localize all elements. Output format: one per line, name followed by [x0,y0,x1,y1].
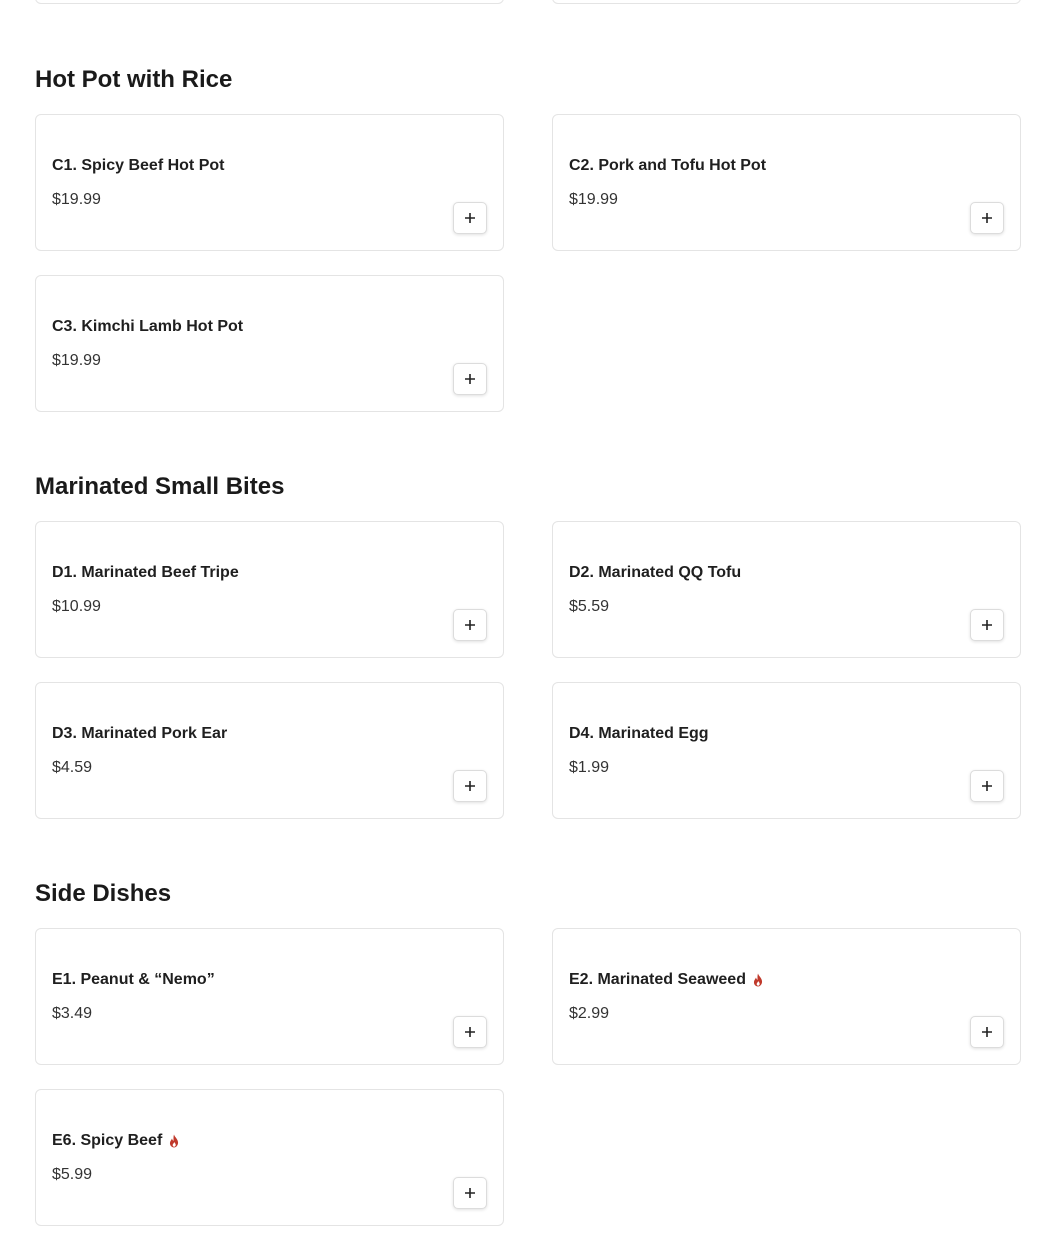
menu-item-card[interactable] [552,114,1021,251]
item-price: $2.99 [569,1005,610,1022]
section-title-hot-pot: Hot Pot with Rice [35,66,233,93]
item-name [52,564,239,582]
item-price: $3.49 [52,1005,93,1022]
menu-item-card-partial[interactable] [552,0,1021,4]
item-name-text: D3. Marinated Pork Ear [52,725,228,742]
item-name [52,725,227,743]
add-item-button[interactable] [453,202,487,234]
menu-item-card[interactable] [35,114,504,251]
add-item-button[interactable] [970,770,1004,802]
add-item-button[interactable] [453,363,487,395]
item-name-text: C2. Pork and Tofu Hot Pot [569,157,767,174]
add-item-button[interactable] [970,202,1004,234]
item-name [569,725,709,743]
add-item-button[interactable] [970,1016,1004,1048]
section-title-small-bites: Marinated Small Bites [35,473,285,500]
item-name [569,157,766,175]
add-item-button[interactable] [453,609,487,641]
plus-icon [981,619,993,631]
item-price: $19.99 [52,191,101,208]
plus-icon [981,780,993,792]
item-price: $19.99 [52,352,101,369]
menu-item-card[interactable] [35,928,504,1065]
plus-icon [464,1187,476,1199]
menu-item-card[interactable] [552,928,1021,1065]
item-name-text: D2. Marinated QQ Tofu [569,564,742,581]
item-price: $1.99 [569,759,610,776]
item-price: $5.59 [569,598,610,615]
menu-item-card[interactable] [35,521,504,658]
item-name-text: E1. Peanut & “Nemo” [52,971,215,988]
item-name [52,318,243,336]
plus-icon [464,1026,476,1038]
item-name [52,1132,180,1150]
item-name-text: D1. Marinated Beef Tripe [52,564,239,581]
plus-icon [981,212,993,224]
menu-item-card[interactable] [552,682,1021,819]
item-name [52,157,224,175]
add-item-button[interactable] [453,1177,487,1209]
item-price: $19.99 [569,191,618,208]
menu-item-card[interactable] [35,275,504,412]
item-name [569,564,741,582]
flame-icon [168,1134,180,1148]
item-price: $10.99 [52,598,101,615]
menu-item-card[interactable] [552,521,1021,658]
item-name [52,971,215,989]
plus-icon [464,212,476,224]
menu-item-card-partial[interactable] [35,0,504,4]
menu-item-card[interactable] [35,682,504,819]
plus-icon [464,373,476,385]
item-name-text: C3. Kimchi Lamb Hot Pot [52,318,244,335]
plus-icon [464,619,476,631]
plus-icon [981,1026,993,1038]
item-price: $5.99 [52,1166,93,1183]
item-name-text: D4. Marinated Egg [569,725,709,742]
add-item-button[interactable] [970,609,1004,641]
item-price: $4.59 [52,759,93,776]
item-name-text: C1. Spicy Beef Hot Pot [52,157,225,174]
item-name [569,971,764,989]
item-name-text: E2. Marinated Seaweed [569,971,746,988]
plus-icon [464,780,476,792]
section-title-side-dishes: Side Dishes [35,880,172,907]
item-name-text: E6. Spicy Beef [52,1132,163,1149]
add-item-button[interactable] [453,770,487,802]
add-item-button[interactable] [453,1016,487,1048]
flame-icon [752,973,764,987]
menu-item-card[interactable] [35,1089,504,1226]
